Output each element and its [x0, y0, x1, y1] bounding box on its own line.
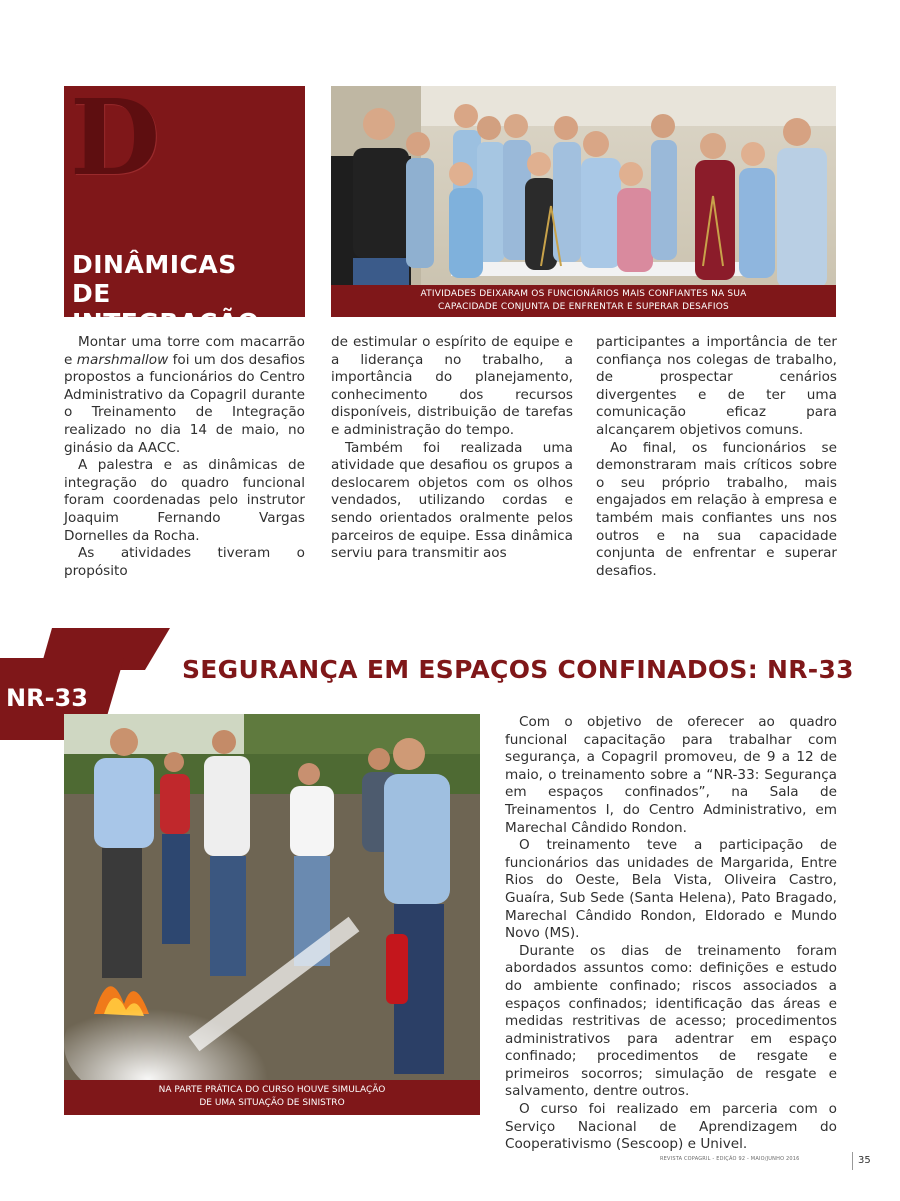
page-number: 35	[858, 1155, 871, 1166]
paragraph: de estimular o espírito de equipe e a liderança no trabalho, a importância do planejamento, conhecimento dos recursos disponíveis, distribuição de tarefas e administração do tempo.	[331, 334, 573, 438]
emphasis: marshmallow	[76, 351, 169, 368]
footer-magazine-info: REVISTA COPAGRIL - EDIÇÃO 92 - MAIO/JUNHO 2016	[660, 1156, 800, 1162]
caption-line-2: DE UMA SITUAÇÃO DE SINISTRO	[199, 1098, 345, 1108]
footer-divider	[852, 1152, 853, 1170]
article-column-4	[505, 714, 837, 1154]
paragraph: O treinamento teve a participação de funcionários das unidades de Margarida, Entre Rios do Oeste, Bela Vista, Oliveira Castro, Guaíra, Sub Sede (Santa Helena), Pato Bragado, Marechal Cândido Rondon, Eldorado e Mundo Novo (MS).	[505, 837, 837, 942]
caption-line-2: CAPACIDADE CONJUNTA DE ENFRENTAR E SUPERAR DESAFIOS	[438, 302, 729, 312]
paragraph: Também foi realizada uma atividade que desafiou os grupos a deslocarem objetos com os olhos vendados, utilizando cordas e sendo orientados oralmente pelos parceiros de equipe. Essa dinâmica serviu para transmitir aos	[331, 439, 573, 562]
nr33-tag: NR-33	[6, 684, 88, 712]
article-column-3	[596, 334, 837, 580]
text-run: Montar uma torre com macarrão e	[64, 334, 305, 368]
drop-cap: D	[70, 76, 161, 199]
title-line-1: DINÂMICAS	[72, 250, 237, 279]
paragraph: Com o objetivo de oferecer ao quadro funcional capacitação para trabalhar com segurança, a Copagril promoveu, de 9 a 12 de maio, o treinamento sobre a “NR-33: Segurança em espaços confinados”, na Sala de Treinamentos I, do Centro Administrativo, em Marechal Cândido Rondon.	[505, 714, 837, 836]
text-run: foi um dos desafios propostos a funcionários do Centro Administrativo da Copagril durante o Treinamento de Integração realizado no dia 14 de maio, no ginásio da AACC.	[64, 351, 305, 456]
group-photo-illustration	[331, 86, 836, 317]
title-line-2: DE INTEGRAÇÃO	[72, 279, 260, 337]
caption-line-1: NA PARTE PRÁTICA DO CURSO HOUVE SIMULAÇÃO	[158, 1085, 386, 1095]
article-title-dinamicas	[72, 250, 302, 337]
paragraph: Durante os dias de treinamento foram abordados assuntos como: definições e estudo do ambiente confinado; riscos associados a espaços confinados; identificação das áreas e medidas restritivas de acesso; procedimentos administrativos para adentrar em espaço confinado; procedimentos de resgate e primeiros socorros; simulação de resgate e salvamento, dentre outros.	[505, 942, 837, 1100]
paragraph: participantes a importância de ter confiança nos colegas de trabalho, de prospectar cenários divergentes e de ter uma comunicação eficaz para alcançarem objetivos comuns.	[596, 334, 837, 438]
paragraph: A palestra e as dinâmicas de integração do quadro funcional foram coordenadas pelo instrutor Joaquim Fernando Vargas Dornelles da Rocha.	[64, 457, 305, 544]
training-photo	[64, 714, 480, 1115]
article-column-2	[331, 334, 573, 563]
paragraph: Ao final, os funcionários se demonstraram mais críticos sobre o seu próprio trabalho, mais engajados em relação à empresa e também mais confiantes uns nos outros e na sua capacidade conjunta de enfrentar e superar desafios.	[596, 439, 837, 579]
photo-caption	[331, 285, 836, 317]
photo-caption	[64, 1080, 480, 1115]
paragraph	[64, 334, 305, 457]
group-photo	[331, 86, 836, 317]
article-column-1	[64, 334, 305, 580]
article-title-seguranca: SEGURANÇA EM ESPAÇOS CONFINADOS: NR-33	[182, 655, 854, 684]
training-photo-illustration	[64, 714, 480, 1115]
paragraph: O curso foi realizado em parceria com o Serviço Nacional de Aprendizagem do Cooperativismo (Sescoop) e Univel.	[505, 1101, 837, 1153]
caption-line-1: ATIVIDADES DEIXARAM OS FUNCIONÁRIOS MAIS CONFIANTES NA SUA	[420, 289, 747, 299]
paragraph: As atividades tiveram o propósito	[64, 545, 305, 579]
